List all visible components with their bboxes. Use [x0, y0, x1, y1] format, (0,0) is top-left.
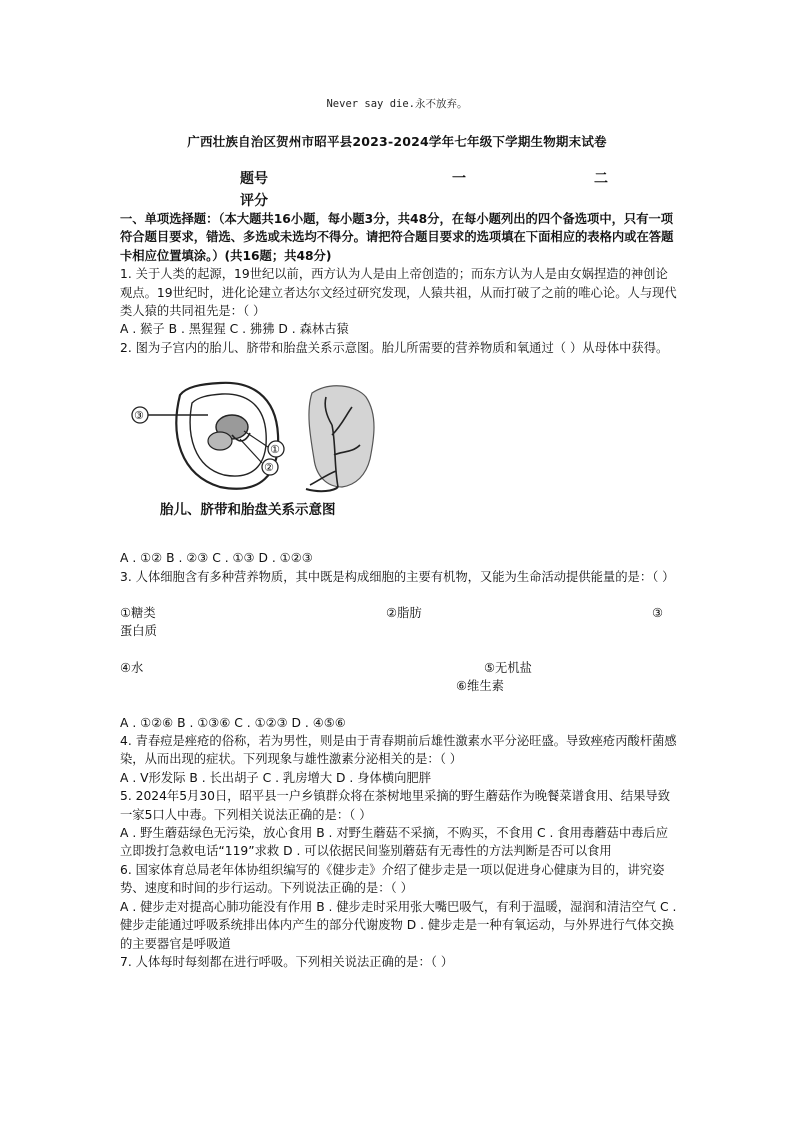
- q3-items-row3: [120, 677, 680, 695]
- section1-heading: 一、单项选择题：（本大题共16小题，每小题3分，共48分，在每小题列出的四个备选项中，只有一项符合题目要求，错选、多选或未选均不得分。请把符合题目要求的选项填在下面相应的表格内或在答题卡相应位置填涂。）(共16题；共48分): [120, 212, 674, 263]
- q2-figure: [120, 375, 420, 545]
- q3-item1: ①糖类: [120, 606, 156, 621]
- figure-label-2: ②: [264, 461, 274, 475]
- q1-stem: 1. 关于人类的起源，19世纪以前，西方认为人是由上帝创造的；而东方认为人是由女娲捏造的神创论观点。19世纪时，进化论建立者达尔文经过研究发现，人猿共祖，从而打破了之前的唯心论。人与现代类人猿的共同祖先是：（ ）: [120, 267, 677, 319]
- placenta-diagram: [120, 375, 420, 505]
- q3-items-row2: [120, 659, 680, 677]
- q3-stem: 3. 人体细胞含有多种营养物质，其中既是构成细胞的主要有机物，又能为生命活动提供能量的是：（ ）: [120, 569, 675, 584]
- q3-item5: ⑤无机盐: [484, 660, 532, 675]
- q4-options: A . V形发际 B . 长出胡子 C . 乳房增大 D . 身体横向肥胖: [120, 770, 431, 785]
- score-table-row-label: 评分: [240, 193, 268, 209]
- score-table-col-label: 题号: [240, 171, 268, 187]
- score-table-col1: 一: [452, 171, 466, 187]
- q1-options: A . 猴子 B . 黑猩猩 C . 狒狒 D . 森林古猿: [120, 322, 349, 337]
- q3-item3a: ③: [652, 606, 664, 621]
- q3-item4: ④水: [120, 660, 144, 675]
- q3-item6: ⑥维生素: [456, 679, 504, 694]
- exam-body: [120, 210, 680, 971]
- page-title: 广西壮族自治区贺州市昭平县2023-2024学年七年级下学期生物期末试卷: [187, 134, 607, 149]
- q5-options: A . 野生蘑菇绿色无污染，放心食用 B . 对野生蘑菇不采摘，不购买，不食用 C . 食用毒蘑菇中毒后应立即拨打急救电话“119”求救 D . 可以依据民间鉴别蘑菇有无毒性的方法判断是否可以食用: [120, 826, 669, 859]
- q3-options: A . ①②⑥ B . ①③⑥ C . ①②③ D . ④⑤⑥: [120, 715, 346, 730]
- q4-stem: 4. 青春痘是痤疮的俗称，若为男性，则是由于青春期前后雄性激素水平分泌旺盛。导致痤疮丙酸杆菌感染，从而出现的症状。下列现象与雄性激素分泌相关的是：（ ）: [120, 734, 677, 767]
- figure-label-1: ①: [270, 443, 280, 457]
- q3-items-row1: [120, 604, 680, 622]
- q7-stem: 7. 人体每时每刻都在进行呼吸。下列相关说法正确的是：（ ）: [120, 954, 454, 969]
- q3-item2: ②脂肪: [386, 606, 422, 621]
- figure-label-3: ③: [134, 409, 144, 423]
- q2-options: A . ①② B . ②③ C . ①③ D . ①②③: [120, 551, 313, 566]
- q6-options: A . 健步走对提高心肺功能没有作用 B . 健步走时采用张大嘴巴吸气，有利于温暖，湿润和清洁空气 C . 健步走能通过呼吸系统排出体内产生的部分代谢废物 D . 健步走是一种有氧运动，与外界进行气体交换的主要器官是呼吸道: [120, 899, 677, 951]
- q3-item3b: 蛋白质: [120, 624, 157, 639]
- score-table-col2: 二: [594, 171, 608, 187]
- figure-caption: 胎儿、脐带和胎盘关系示意图: [160, 502, 336, 519]
- q6-stem: 6. 国家体育总局老年体协组织编写的《健步走》介绍了健步走是一项以促进身心健康为目的，讲究姿势、速度和时间的步行运动。下列说法正确的是：（ ）: [120, 862, 665, 896]
- q2-stem: 2. 图为子宫内的胎儿、脐带和胎盘关系示意图。胎儿所需要的营养物质和氧通过（ ）从母体中获得。: [120, 340, 669, 355]
- q5-stem: 5. 2024年5月30日，昭平县一户乡镇群众将在茶树地里采摘的野生蘑菇作为晚餐菜谱食用、结果导致一家5口人中毒。下列相关说法正确的是：（ ）: [120, 789, 670, 822]
- header-motto: Never say die.永不放弃。: [326, 98, 468, 110]
